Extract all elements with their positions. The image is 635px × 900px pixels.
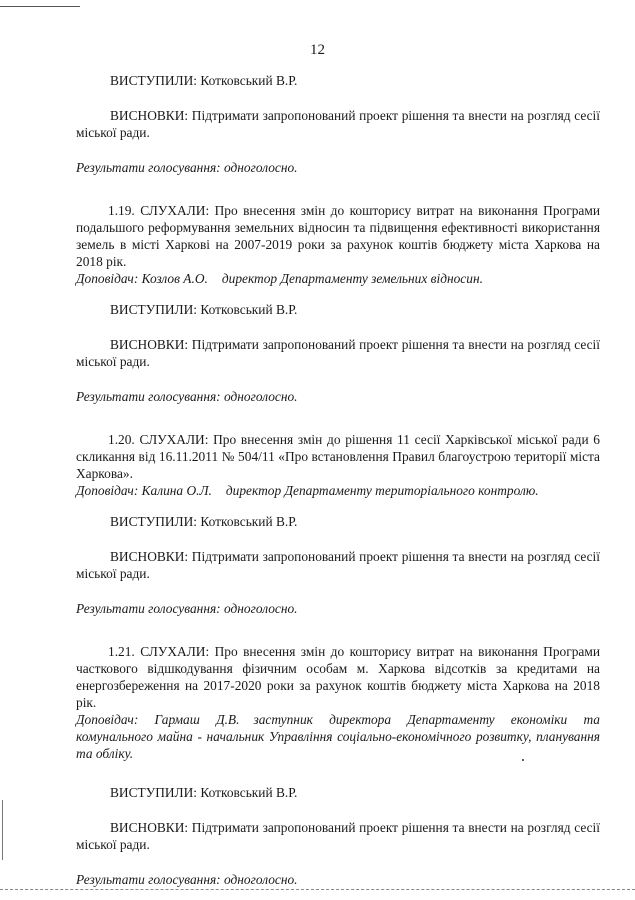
speakers-line: ВИСТУПИЛИ: Котковський В.Р. [110,302,298,317]
speakers-line: ВИСТУПИЛИ: Котковський В.Р. [110,73,298,88]
agenda-item-1-21: 1.21. СЛУХАЛИ: Про внесення змін до кошторису витрат на виконання Програми часткового відшкодування фізичним особам м. Харкова відсотків за кредитами на енергозбереження на 2017-2020 роки за рахунок коштів бюджету міста Харкова на 2018 рік. [76,644,600,710]
scan-edge-left [2,800,3,860]
voting-result: Результати голосування: одноголосно. [76,601,298,616]
reporter-line [76,711,600,762]
page-number: 12 [310,42,325,58]
reporter-role: директор Департаменту територіального контролю. [225,483,539,498]
reporter-line [76,482,600,499]
conclusions-paragraph: ВИСНОВКИ: Підтримати запропонований проект рішення та внести на розгляд сесії міської ради. [76,337,600,369]
reporter-name: Козлов А.О. [141,271,208,286]
reporter-label: Доповідач: [76,483,139,498]
reporter-label: Доповідач: [76,271,139,286]
reporter-role: директор Департаменту земельних відносин. [221,271,483,286]
conclusions-paragraph: ВИСНОВКИ: Підтримати запропонований проект рішення та внести на розгляд сесії міської ради. [76,549,600,581]
agenda-item-1-19: 1.19. СЛУХАЛИ: Про внесення змін до кошторису витрат на виконання Програми подальшого реформування земельних відносин та підвищення ефективності використання земель в місті Харкові на 2007-2019 роки за рахунок коштів бюджету міста Харкова на 2018 рік. [76,203,600,269]
conclusions-paragraph: ВИСНОВКИ: Підтримати запропонований проект рішення та внести на розгляд сесії міської ради. [76,108,600,140]
speakers-line: ВИСТУПИЛИ: Котковський В.Р. [110,785,298,800]
reporter-name: Калина О.Л. [141,483,212,498]
reporter-role: заступник директора Департаменту економіки та комунального майна - начальник Управління соціально-економічного розвитку, планування та обліку. [76,712,600,761]
agenda-item-1-20: 1.20. СЛУХАЛИ: Про внесення змін до рішення 11 сесії Харківської міської ради 6 скликання від 16.11.2011 № 504/11 «Про встановлення Правил благоустрою території міста Харкова». [76,432,600,481]
speakers-line: ВИСТУПИЛИ: Котковський В.Р. [110,514,298,529]
minutes-content [76,72,600,888]
voting-result: Результати голосування: одноголосно. [76,872,298,887]
scan-edge-top [0,6,80,7]
reporter-name: Гармаш Д.В. [154,712,240,727]
voting-result: Результати голосування: одноголосно. [76,160,298,175]
conclusions-paragraph: ВИСНОВКИ: Підтримати запропонований проект рішення та внести на розгляд сесії міської ради. [76,820,600,852]
reporter-label: Доповідач: [76,712,139,727]
voting-result: Результати голосування: одноголосно. [76,389,298,404]
reporter-line [76,270,600,287]
scan-edge-bottom [0,889,635,890]
